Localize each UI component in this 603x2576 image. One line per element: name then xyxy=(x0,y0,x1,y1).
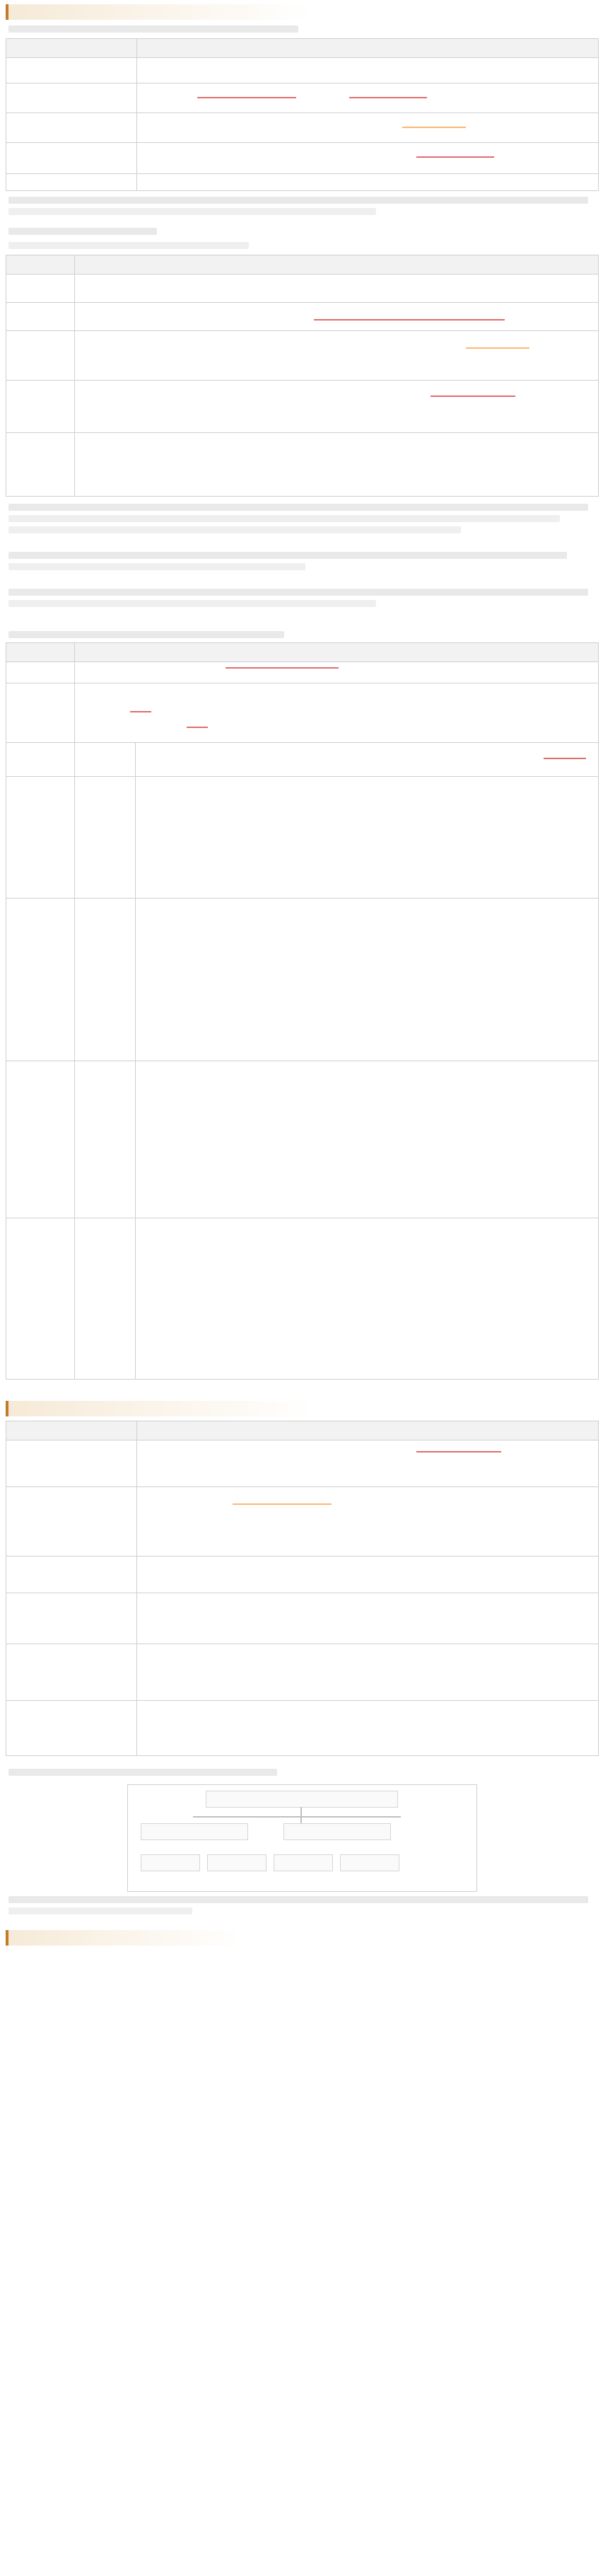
table-row-divider xyxy=(6,380,598,381)
emphasis-mark xyxy=(416,1451,501,1452)
text-line xyxy=(8,242,249,249)
table-column-divider xyxy=(136,1421,137,1755)
text-line xyxy=(8,600,376,607)
table-row-divider xyxy=(6,142,598,143)
emphasis-mark xyxy=(226,667,339,669)
diagram-box xyxy=(141,1854,200,1871)
table-row-divider xyxy=(6,432,598,433)
emphasis-mark xyxy=(314,319,505,320)
diagram-box xyxy=(340,1854,399,1871)
emphasis-mark xyxy=(233,1503,332,1505)
section-title-3 xyxy=(6,1930,242,1946)
table-row-divider xyxy=(6,1700,598,1701)
table-row-divider xyxy=(6,742,598,743)
table-row-divider xyxy=(6,898,598,899)
emphasis-mark xyxy=(431,395,515,397)
text-line xyxy=(8,1907,192,1914)
text-line xyxy=(8,228,157,235)
diagram-box xyxy=(274,1854,333,1871)
emphasis-mark xyxy=(402,127,466,128)
diagram xyxy=(127,1784,477,1892)
text-line xyxy=(8,526,461,533)
table-row-divider xyxy=(6,112,598,113)
table-header xyxy=(6,643,598,662)
text-line xyxy=(8,197,588,204)
diagram-box xyxy=(141,1823,248,1840)
table-header xyxy=(6,39,598,58)
text-line xyxy=(8,504,588,511)
text-line xyxy=(8,208,376,215)
emphasis-mark xyxy=(416,156,494,158)
section-title-1 xyxy=(6,4,312,20)
text-line xyxy=(8,563,305,570)
table-column-divider xyxy=(74,643,75,1379)
diagram-box xyxy=(206,1791,398,1808)
diagram-link xyxy=(193,1816,401,1818)
table-4 xyxy=(6,1421,599,1756)
text-line xyxy=(8,552,567,559)
emphasis-mark xyxy=(197,97,296,98)
diagram-box xyxy=(283,1823,391,1840)
table-2 xyxy=(6,255,599,497)
text-line xyxy=(8,631,284,638)
table-1 xyxy=(6,38,599,191)
text-line xyxy=(8,589,588,596)
text-line xyxy=(8,25,298,33)
text-line xyxy=(8,1769,277,1776)
table-header xyxy=(6,255,598,275)
table-header xyxy=(6,1421,598,1440)
emphasis-mark xyxy=(130,711,151,712)
text-line xyxy=(8,1896,588,1903)
table-row-divider xyxy=(6,776,598,777)
emphasis-mark xyxy=(466,347,529,349)
table-row-divider xyxy=(6,302,598,303)
table-row-divider xyxy=(6,330,598,331)
emphasis-mark xyxy=(349,97,427,98)
diagram-link xyxy=(300,1807,302,1823)
table-column-divider xyxy=(74,255,75,496)
emphasis-mark xyxy=(187,727,208,728)
emphasis-mark xyxy=(544,758,586,759)
section-title-2 xyxy=(6,1401,312,1416)
table-column-divider xyxy=(136,39,137,190)
text-line xyxy=(8,515,560,522)
diagram-box xyxy=(207,1854,267,1871)
table-3 xyxy=(6,642,599,1380)
table-row-divider xyxy=(6,173,598,174)
table-row-divider xyxy=(6,1486,598,1487)
